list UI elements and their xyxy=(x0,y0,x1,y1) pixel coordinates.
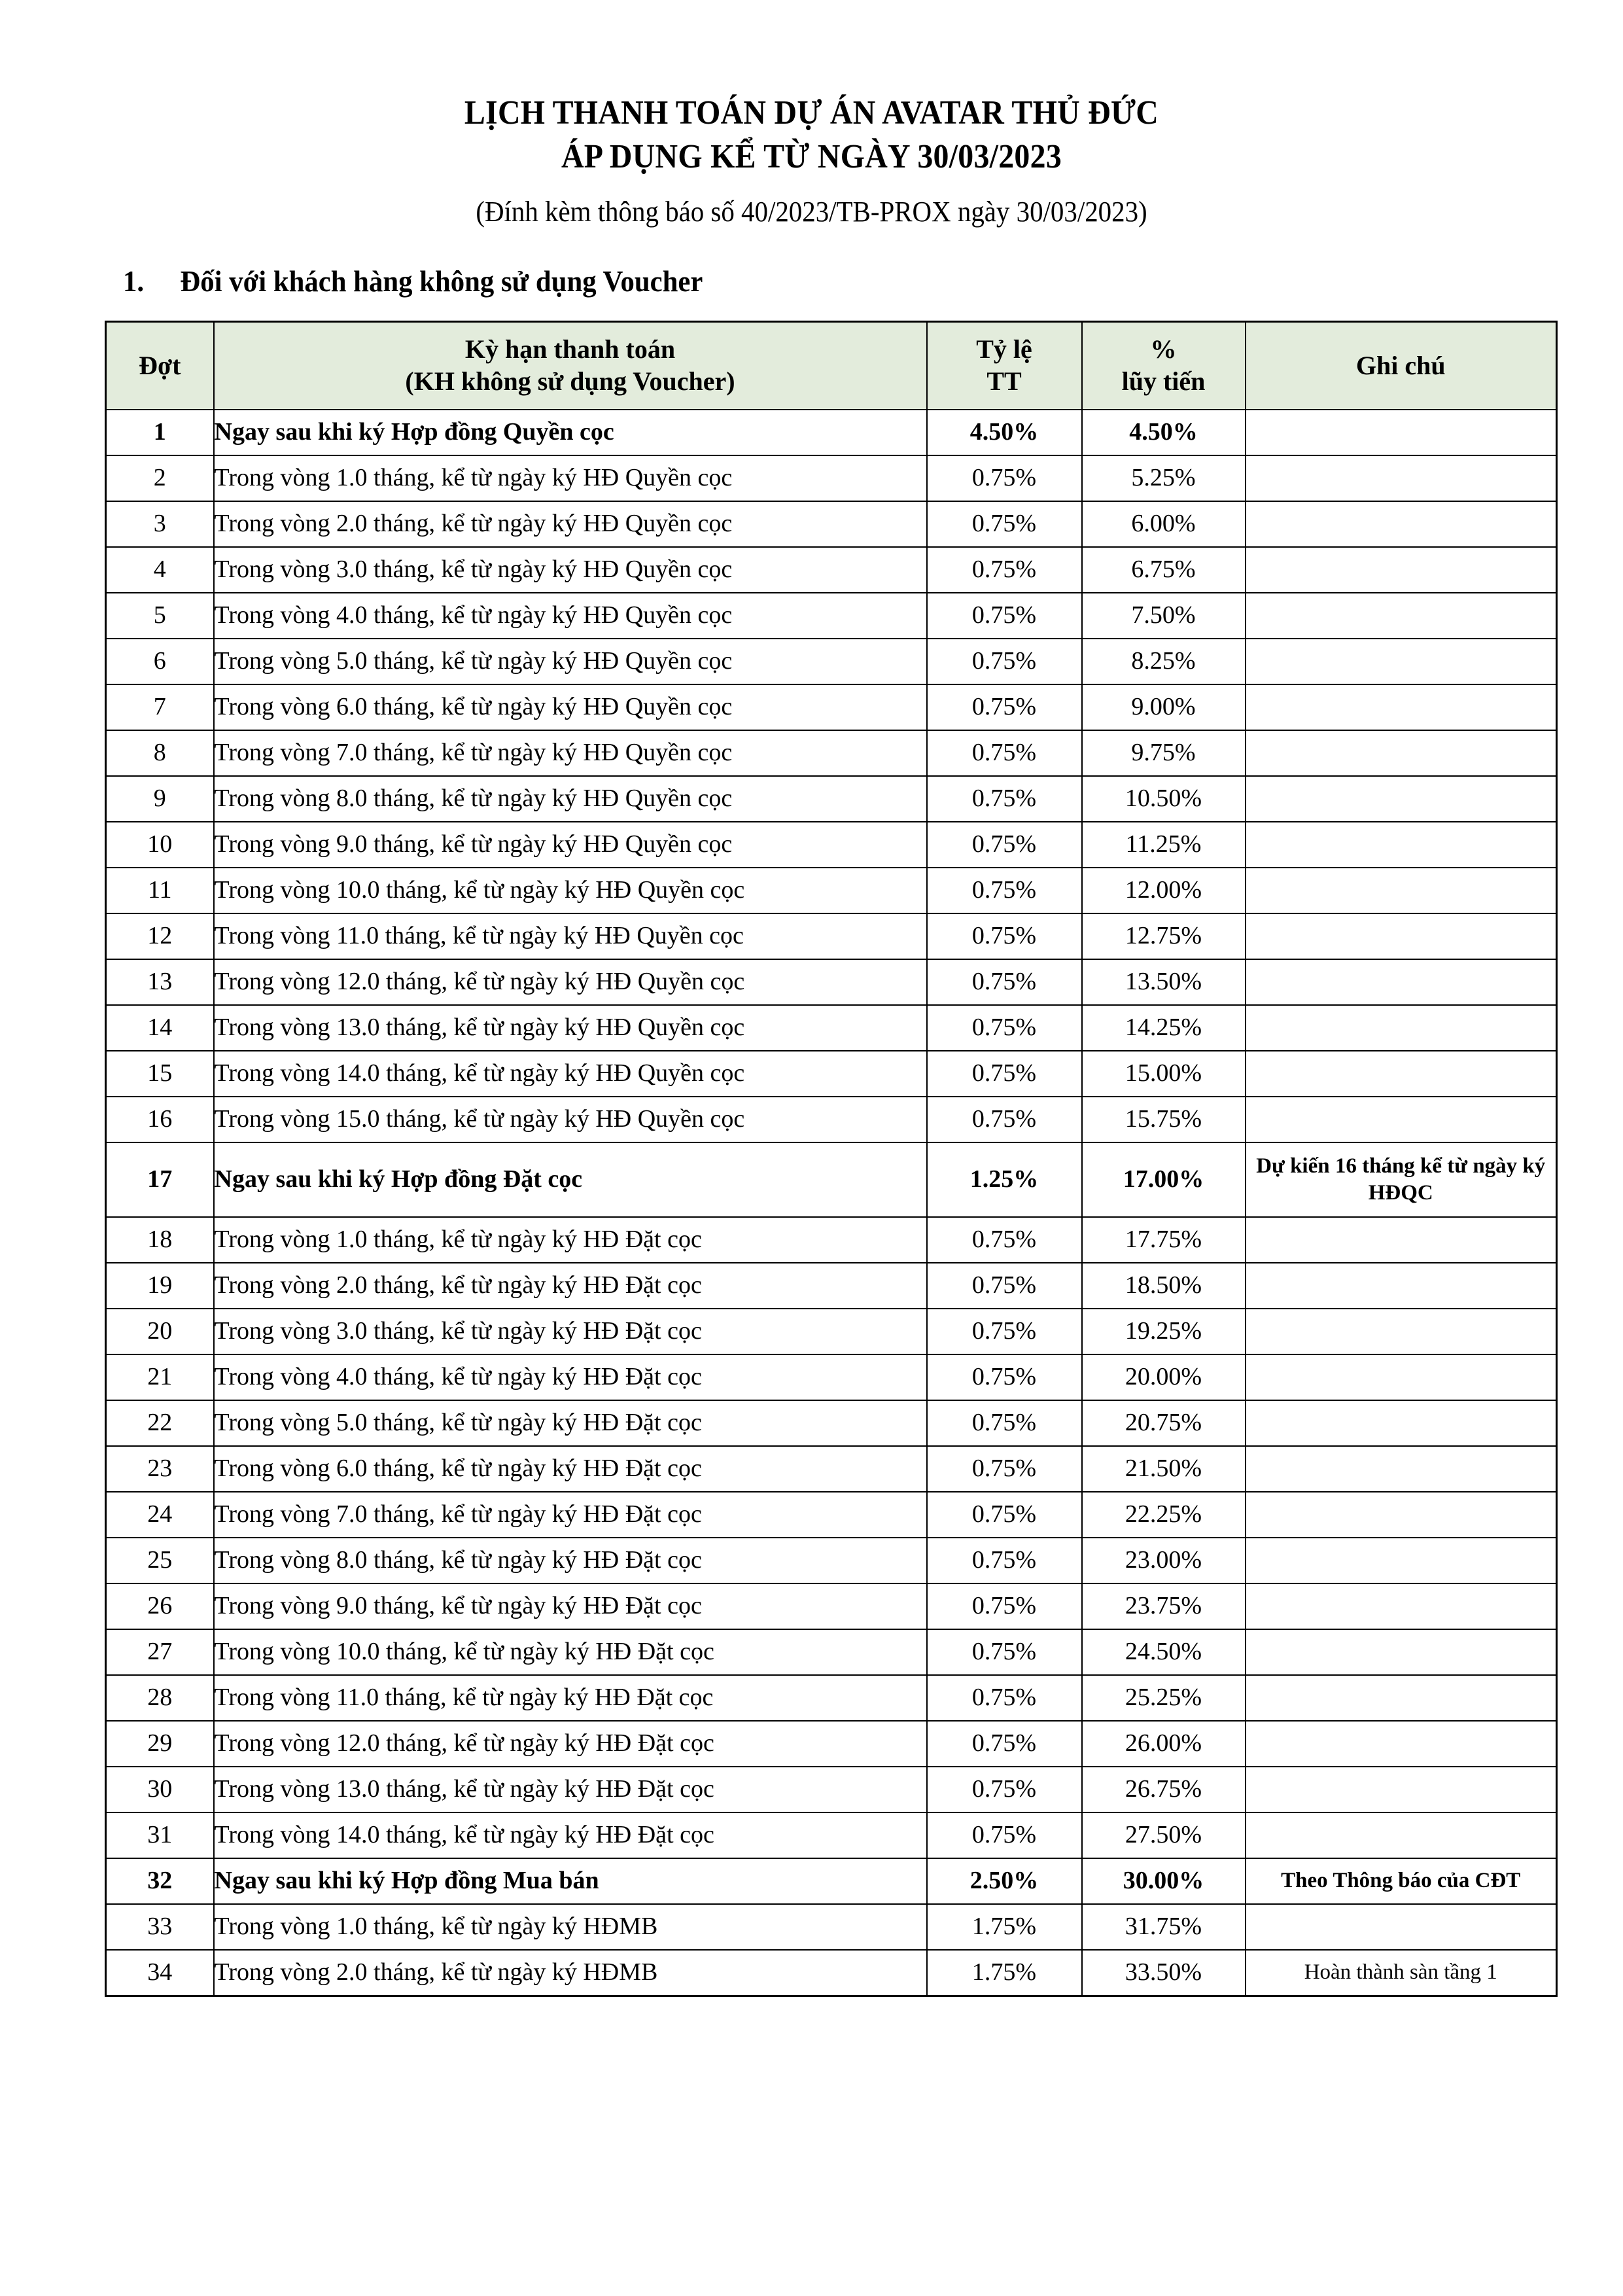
table-row xyxy=(106,1354,1557,1400)
cell-cumulative-percent: 12.75% xyxy=(1082,913,1246,959)
cell-note xyxy=(1246,593,1557,639)
document-title-line-1: LỊCH THANH TOÁN DỰ ÁN AVATAR THỦ ĐỨC xyxy=(464,94,1159,132)
cell-note xyxy=(1246,776,1557,822)
cell-payment-rate: 0.75% xyxy=(927,1263,1082,1309)
cell-payment-term: Trong vòng 10.0 tháng, kể từ ngày ký HĐ Quyền cọc xyxy=(214,868,927,913)
cell-payment-term: Ngay sau khi ký Hợp đồng Mua bán xyxy=(214,1858,927,1904)
table-row xyxy=(106,547,1557,593)
cell-payment-rate: 2.50% xyxy=(927,1858,1082,1904)
table-header-row xyxy=(106,322,1557,410)
column-header-rate xyxy=(927,322,1082,410)
cell-installment-number: 9 xyxy=(106,776,214,822)
cell-payment-term: Trong vòng 2.0 tháng, kể từ ngày ký HĐ Đặt cọc xyxy=(214,1263,927,1309)
cell-note xyxy=(1246,1217,1557,1263)
cell-installment-number: 31 xyxy=(106,1812,214,1858)
cell-installment-number: 30 xyxy=(106,1767,214,1812)
cell-note xyxy=(1246,1675,1557,1721)
cell-cumulative-percent: 6.75% xyxy=(1082,547,1246,593)
cell-payment-rate: 1.75% xyxy=(927,1950,1082,1996)
table-row xyxy=(106,1263,1557,1309)
column-header-dot xyxy=(106,322,214,410)
column-header-cumulative-line2: lũy tiến xyxy=(1121,366,1206,397)
cell-installment-number: 14 xyxy=(106,1005,214,1051)
cell-cumulative-percent: 4.50% xyxy=(1082,410,1246,455)
cell-payment-rate: 0.75% xyxy=(927,547,1082,593)
cell-installment-number: 13 xyxy=(106,959,214,1005)
cell-payment-term: Trong vòng 4.0 tháng, kể từ ngày ký HĐ Quyền cọc xyxy=(214,593,927,639)
cell-payment-term: Trong vòng 5.0 tháng, kể từ ngày ký HĐ Đặt cọc xyxy=(214,1400,927,1446)
table-row xyxy=(106,1005,1557,1051)
cell-payment-term: Trong vòng 11.0 tháng, kể từ ngày ký HĐ Đặt cọc xyxy=(214,1675,927,1721)
cell-installment-number: 23 xyxy=(106,1446,214,1492)
cell-installment-number: 5 xyxy=(106,593,214,639)
cell-payment-term: Ngay sau khi ký Hợp đồng Quyền cọc xyxy=(214,410,927,455)
column-header-cumulative xyxy=(1082,322,1246,410)
cell-cumulative-percent: 24.50% xyxy=(1082,1629,1246,1675)
cell-payment-term: Trong vòng 9.0 tháng, kể từ ngày ký HĐ Đặt cọc xyxy=(214,1583,927,1629)
column-header-rate-line2: TT xyxy=(986,366,1022,397)
table-row xyxy=(106,1142,1557,1217)
cell-payment-rate: 1.75% xyxy=(927,1904,1082,1950)
column-header-rate-line1: Tỷ lệ xyxy=(976,334,1032,364)
table-row xyxy=(106,959,1557,1005)
table-row xyxy=(106,1858,1557,1904)
cell-installment-number: 27 xyxy=(106,1629,214,1675)
cell-payment-term: Trong vòng 9.0 tháng, kể từ ngày ký HĐ Quyền cọc xyxy=(214,822,927,868)
cell-cumulative-percent: 30.00% xyxy=(1082,1858,1246,1904)
table-row xyxy=(106,1492,1557,1538)
cell-payment-term: Trong vòng 13.0 tháng, kể từ ngày ký HĐ Quyền cọc xyxy=(214,1005,927,1051)
cell-installment-number: 10 xyxy=(106,822,214,868)
cell-payment-term: Trong vòng 3.0 tháng, kể từ ngày ký HĐ Quyền cọc xyxy=(214,547,927,593)
cell-payment-term: Trong vòng 5.0 tháng, kể từ ngày ký HĐ Quyền cọc xyxy=(214,639,927,684)
cell-payment-rate: 0.75% xyxy=(927,868,1082,913)
table-row xyxy=(106,1950,1557,1996)
cell-cumulative-percent: 8.25% xyxy=(1082,639,1246,684)
cell-cumulative-percent: 17.75% xyxy=(1082,1217,1246,1263)
cell-cumulative-percent: 13.50% xyxy=(1082,959,1246,1005)
cell-installment-number: 19 xyxy=(106,1263,214,1309)
cell-cumulative-percent: 15.75% xyxy=(1082,1097,1246,1142)
column-header-note xyxy=(1246,322,1557,410)
cell-cumulative-percent: 10.50% xyxy=(1082,776,1246,822)
cell-cumulative-percent: 6.00% xyxy=(1082,501,1246,547)
cell-payment-rate: 0.75% xyxy=(927,1767,1082,1812)
payment-schedule-table xyxy=(105,321,1558,1997)
cell-cumulative-percent: 19.25% xyxy=(1082,1309,1246,1354)
table-row xyxy=(106,1097,1557,1142)
cell-note xyxy=(1246,1263,1557,1309)
cell-cumulative-percent: 17.00% xyxy=(1082,1142,1246,1217)
cell-payment-rate: 0.75% xyxy=(927,1583,1082,1629)
cell-installment-number: 21 xyxy=(106,1354,214,1400)
cell-cumulative-percent: 23.00% xyxy=(1082,1538,1246,1583)
cell-cumulative-percent: 27.50% xyxy=(1082,1812,1246,1858)
cell-payment-term: Trong vòng 10.0 tháng, kể từ ngày ký HĐ Đặt cọc xyxy=(214,1629,927,1675)
table-row xyxy=(106,1400,1557,1446)
cell-payment-term: Trong vòng 13.0 tháng, kể từ ngày ký HĐ Đặt cọc xyxy=(214,1767,927,1812)
column-header-term-line1: Kỳ hạn thanh toán xyxy=(464,334,676,364)
table-row xyxy=(106,1629,1557,1675)
column-header-term-line2: (KH không sử dụng Voucher) xyxy=(405,366,735,397)
table-row xyxy=(106,913,1557,959)
cell-installment-number: 25 xyxy=(106,1538,214,1583)
cell-installment-number: 28 xyxy=(106,1675,214,1721)
table-row xyxy=(106,1721,1557,1767)
cell-cumulative-percent: 11.25% xyxy=(1082,822,1246,868)
cell-cumulative-percent: 5.25% xyxy=(1082,455,1246,501)
table-row xyxy=(106,684,1557,730)
cell-payment-term: Trong vòng 8.0 tháng, kể từ ngày ký HĐ Quyền cọc xyxy=(214,776,927,822)
cell-payment-term: Trong vòng 3.0 tháng, kể từ ngày ký HĐ Đặt cọc xyxy=(214,1309,927,1354)
table-body xyxy=(106,410,1557,1996)
cell-cumulative-percent: 26.00% xyxy=(1082,1721,1246,1767)
cell-note xyxy=(1246,868,1557,913)
cell-payment-rate: 0.75% xyxy=(927,501,1082,547)
table-row xyxy=(106,410,1557,455)
cell-installment-number: 15 xyxy=(106,1051,214,1097)
cell-note xyxy=(1246,1400,1557,1446)
section-heading xyxy=(123,264,1548,298)
cell-payment-rate: 0.75% xyxy=(927,776,1082,822)
cell-payment-term: Trong vòng 12.0 tháng, kể từ ngày ký HĐ Đặt cọc xyxy=(214,1721,927,1767)
cell-installment-number: 3 xyxy=(106,501,214,547)
cell-payment-rate: 0.75% xyxy=(927,730,1082,776)
table-row xyxy=(106,1538,1557,1583)
cell-cumulative-percent: 9.75% xyxy=(1082,730,1246,776)
cell-installment-number: 8 xyxy=(106,730,214,776)
cell-installment-number: 18 xyxy=(106,1217,214,1263)
cell-cumulative-percent: 25.25% xyxy=(1082,1675,1246,1721)
cell-payment-term: Trong vòng 6.0 tháng, kể từ ngày ký HĐ Quyền cọc xyxy=(214,684,927,730)
cell-cumulative-percent: 31.75% xyxy=(1082,1904,1246,1950)
table-row xyxy=(106,1675,1557,1721)
cell-note xyxy=(1246,1097,1557,1142)
table-row xyxy=(106,730,1557,776)
cell-note: Hoàn thành sàn tầng 1 xyxy=(1246,1950,1557,1996)
cell-cumulative-percent: 14.25% xyxy=(1082,1005,1246,1051)
cell-installment-number: 20 xyxy=(106,1309,214,1354)
table-row xyxy=(106,639,1557,684)
cell-note xyxy=(1246,959,1557,1005)
cell-note xyxy=(1246,1721,1557,1767)
cell-note xyxy=(1246,1583,1557,1629)
cell-payment-rate: 0.75% xyxy=(927,1097,1082,1142)
cell-payment-term: Trong vòng 11.0 tháng, kể từ ngày ký HĐ Quyền cọc xyxy=(214,913,927,959)
cell-installment-number: 16 xyxy=(106,1097,214,1142)
cell-cumulative-percent: 12.00% xyxy=(1082,868,1246,913)
cell-note xyxy=(1246,1354,1557,1400)
cell-payment-rate: 0.75% xyxy=(927,1721,1082,1767)
cell-payment-rate: 0.75% xyxy=(927,1005,1082,1051)
cell-cumulative-percent: 26.75% xyxy=(1082,1767,1246,1812)
column-header-term xyxy=(214,322,927,410)
cell-payment-rate: 0.75% xyxy=(927,822,1082,868)
section-number: 1. xyxy=(123,265,145,298)
cell-payment-term: Trong vòng 15.0 tháng, kể từ ngày ký HĐ Quyền cọc xyxy=(214,1097,927,1142)
cell-payment-term: Trong vòng 7.0 tháng, kể từ ngày ký HĐ Đặt cọc xyxy=(214,1492,927,1538)
cell-note xyxy=(1246,639,1557,684)
cell-note xyxy=(1246,1767,1557,1812)
table-row xyxy=(106,1051,1557,1097)
cell-payment-rate: 0.75% xyxy=(927,1492,1082,1538)
cell-note xyxy=(1246,1538,1557,1583)
cell-note xyxy=(1246,501,1557,547)
table-row xyxy=(106,593,1557,639)
cell-installment-number: 12 xyxy=(106,913,214,959)
cell-payment-term: Trong vòng 7.0 tháng, kể từ ngày ký HĐ Quyền cọc xyxy=(214,730,927,776)
cell-note xyxy=(1246,1812,1557,1858)
cell-cumulative-percent: 22.25% xyxy=(1082,1492,1246,1538)
cell-payment-term: Trong vòng 14.0 tháng, kể từ ngày ký HĐ Đặt cọc xyxy=(214,1812,927,1858)
cell-cumulative-percent: 21.50% xyxy=(1082,1446,1246,1492)
cell-payment-rate: 0.75% xyxy=(927,1446,1082,1492)
cell-installment-number: 29 xyxy=(106,1721,214,1767)
table-row xyxy=(106,776,1557,822)
cell-note xyxy=(1246,1492,1557,1538)
table-row xyxy=(106,822,1557,868)
table-row xyxy=(106,1446,1557,1492)
cell-installment-number: 6 xyxy=(106,639,214,684)
cell-payment-term: Trong vòng 4.0 tháng, kể từ ngày ký HĐ Đặt cọc xyxy=(214,1354,927,1400)
cell-payment-rate: 0.75% xyxy=(927,1217,1082,1263)
cell-payment-rate: 0.75% xyxy=(927,1051,1082,1097)
cell-payment-rate: 4.50% xyxy=(927,410,1082,455)
cell-payment-rate: 0.75% xyxy=(927,455,1082,501)
cell-payment-rate: 0.75% xyxy=(927,684,1082,730)
cell-payment-rate: 0.75% xyxy=(927,959,1082,1005)
cell-payment-rate: 0.75% xyxy=(927,1812,1082,1858)
table-row xyxy=(106,1583,1557,1629)
cell-payment-term: Trong vòng 1.0 tháng, kể từ ngày ký HĐ Quyền cọc xyxy=(214,455,927,501)
cell-installment-number: 7 xyxy=(106,684,214,730)
cell-payment-rate: 0.75% xyxy=(927,1538,1082,1583)
cell-note xyxy=(1246,547,1557,593)
cell-installment-number: 1 xyxy=(106,410,214,455)
cell-cumulative-percent: 20.75% xyxy=(1082,1400,1246,1446)
column-header-cumulative-line1: % xyxy=(1150,334,1177,364)
title-block xyxy=(0,0,1623,230)
cell-payment-term: Trong vòng 1.0 tháng, kể từ ngày ký HĐMB xyxy=(214,1904,927,1950)
cell-payment-term: Trong vòng 2.0 tháng, kể từ ngày ký HĐ Quyền cọc xyxy=(214,501,927,547)
cell-payment-rate: 0.75% xyxy=(927,1309,1082,1354)
table-row xyxy=(106,1217,1557,1263)
cell-payment-term: Ngay sau khi ký Hợp đồng Đặt cọc xyxy=(214,1142,927,1217)
cell-note xyxy=(1246,410,1557,455)
table-row xyxy=(106,1309,1557,1354)
cell-installment-number: 4 xyxy=(106,547,214,593)
cell-note xyxy=(1246,455,1557,501)
column-header-dot-label: Đợt xyxy=(139,350,181,380)
cell-payment-rate: 0.75% xyxy=(927,593,1082,639)
cell-note xyxy=(1246,822,1557,868)
cell-note xyxy=(1246,1446,1557,1492)
column-header-note-label: Ghi chú xyxy=(1355,350,1446,380)
cell-payment-term: Trong vòng 6.0 tháng, kể từ ngày ký HĐ Đặt cọc xyxy=(214,1446,927,1492)
cell-note xyxy=(1246,730,1557,776)
cell-payment-term: Trong vòng 14.0 tháng, kể từ ngày ký HĐ Quyền cọc xyxy=(214,1051,927,1097)
cell-payment-rate: 0.75% xyxy=(927,913,1082,959)
payment-schedule-table-wrap xyxy=(105,321,1556,1997)
table-header xyxy=(106,322,1557,410)
cell-installment-number: 33 xyxy=(106,1904,214,1950)
cell-installment-number: 11 xyxy=(106,868,214,913)
cell-cumulative-percent: 18.50% xyxy=(1082,1263,1246,1309)
cell-payment-rate: 0.75% xyxy=(927,1354,1082,1400)
table-row xyxy=(106,1904,1557,1950)
cell-payment-term: Trong vòng 8.0 tháng, kể từ ngày ký HĐ Đặt cọc xyxy=(214,1538,927,1583)
cell-note: Dự kiến 16 tháng kể từ ngày ký HĐQC xyxy=(1246,1142,1557,1217)
cell-cumulative-percent: 23.75% xyxy=(1082,1583,1246,1629)
document-title-line-2: ÁP DỤNG KỂ TỪ NGÀY 30/03/2023 xyxy=(561,137,1062,175)
table-row xyxy=(106,455,1557,501)
cell-note xyxy=(1246,913,1557,959)
cell-note xyxy=(1246,1309,1557,1354)
cell-note xyxy=(1246,1629,1557,1675)
cell-cumulative-percent: 9.00% xyxy=(1082,684,1246,730)
cell-installment-number: 2 xyxy=(106,455,214,501)
table-row xyxy=(106,501,1557,547)
section-heading-text: Đối với khách hàng không sử dụng Voucher xyxy=(180,265,703,298)
cell-note: Theo Thông báo của CĐT xyxy=(1246,1858,1557,1904)
cell-installment-number: 26 xyxy=(106,1583,214,1629)
cell-payment-rate: 0.75% xyxy=(927,1629,1082,1675)
cell-cumulative-percent: 7.50% xyxy=(1082,593,1246,639)
document-subtitle: (Đính kèm thông báo số 40/2023/TB-PROX ngày 30/03/2023) xyxy=(476,196,1147,228)
cell-note xyxy=(1246,1904,1557,1950)
cell-payment-rate: 0.75% xyxy=(927,1400,1082,1446)
cell-payment-rate: 1.25% xyxy=(927,1142,1082,1217)
cell-installment-number: 22 xyxy=(106,1400,214,1446)
cell-cumulative-percent: 15.00% xyxy=(1082,1051,1246,1097)
table-row xyxy=(106,1767,1557,1812)
table-row xyxy=(106,868,1557,913)
cell-payment-rate: 0.75% xyxy=(927,639,1082,684)
cell-installment-number: 34 xyxy=(106,1950,214,1996)
cell-cumulative-percent: 20.00% xyxy=(1082,1354,1246,1400)
cell-payment-rate: 0.75% xyxy=(927,1675,1082,1721)
cell-note xyxy=(1246,1005,1557,1051)
cell-installment-number: 24 xyxy=(106,1492,214,1538)
cell-note xyxy=(1246,1051,1557,1097)
table-row xyxy=(106,1812,1557,1858)
cell-cumulative-percent: 33.50% xyxy=(1082,1950,1246,1996)
cell-installment-number: 17 xyxy=(106,1142,214,1217)
cell-installment-number: 32 xyxy=(106,1858,214,1904)
cell-note xyxy=(1246,684,1557,730)
cell-payment-term: Trong vòng 12.0 tháng, kể từ ngày ký HĐ Quyền cọc xyxy=(214,959,927,1005)
cell-payment-term: Trong vòng 1.0 tháng, kể từ ngày ký HĐ Đặt cọc xyxy=(214,1217,927,1263)
cell-payment-term: Trong vòng 2.0 tháng, kể từ ngày ký HĐMB xyxy=(214,1950,927,1996)
